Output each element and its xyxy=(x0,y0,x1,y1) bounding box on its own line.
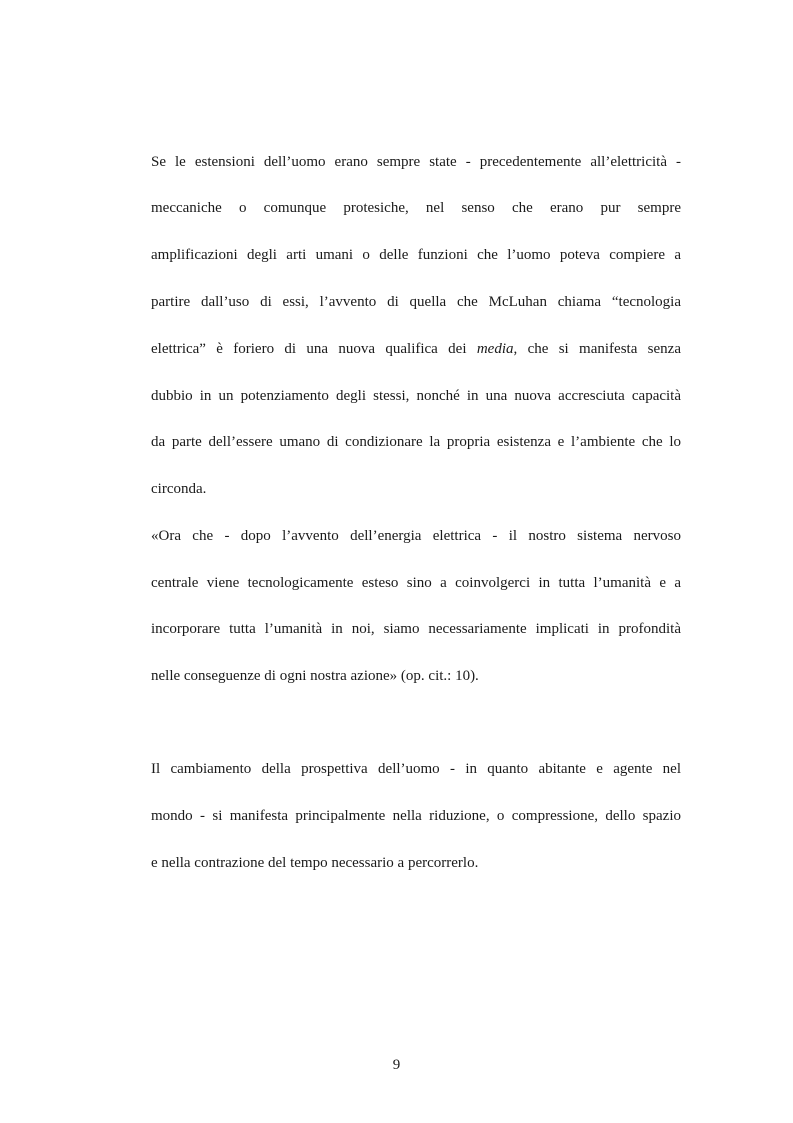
paragraph-1-line-7: da parte dell’essere umano di condizionare la propria esistenza e l’ambiente che lo xyxy=(151,434,681,450)
quote-line-1: «Ora che - dopo l’avvento dell’energia elettrica - il nostro sistema nervoso xyxy=(151,528,681,544)
paragraph-1-line-5-italic: media xyxy=(476,341,514,357)
quote-line-3: incorporare tutta l’umanità in noi, siamo necessariamente implicati in profondità xyxy=(151,621,681,637)
paragraph-1-line-4: partire dall’uso di essi, l’avvento di quella che McLuhan chiama “tecnologia xyxy=(151,294,681,310)
paragraph-2-line-2: mondo - si manifesta principalmente nella riduzione, o compressione, dello spazio xyxy=(151,808,681,824)
quote-line-4: nelle conseguenze di ogni nostra azione» (op. cit.: 10). xyxy=(151,668,479,684)
quote-line-2: centrale viene tecnologicamente esteso sino a coinvolgerci in tutta l’umanità e a xyxy=(151,575,681,591)
paragraph-2-line-3: e nella contrazione del tempo necessario a percorrerlo. xyxy=(151,855,479,871)
paragraph-1-line-2: meccaniche o comunque protesiche, nel senso che erano pur sempre xyxy=(151,200,681,216)
paragraph-1-line-5 xyxy=(151,339,681,359)
page-number: 9 xyxy=(392,1057,401,1073)
paragraph-1-line-3: amplificazioni degli arti umani o delle funzioni che l’uomo poteva compiere a xyxy=(151,247,681,263)
paragraph-1-line-6: dubbio in un potenziamento degli stessi, nonché in una nuova accresciuta capacità xyxy=(151,388,681,404)
paragraph-1-line-5-before: elettrica” è foriero di una nuova qualifica dei xyxy=(151,341,477,357)
paragraph-1-line-1: Se le estensioni dell’uomo erano sempre state - precedentemente all’elettricità - xyxy=(151,154,681,170)
paragraph-1-line-5-after: , che si manifesta senza xyxy=(513,341,681,357)
paragraph-2-line-1: Il cambiamento della prospettiva dell’uomo - in quanto abitante e agente nel xyxy=(151,761,681,777)
paragraph-1-line-8: circonda. xyxy=(151,481,207,497)
